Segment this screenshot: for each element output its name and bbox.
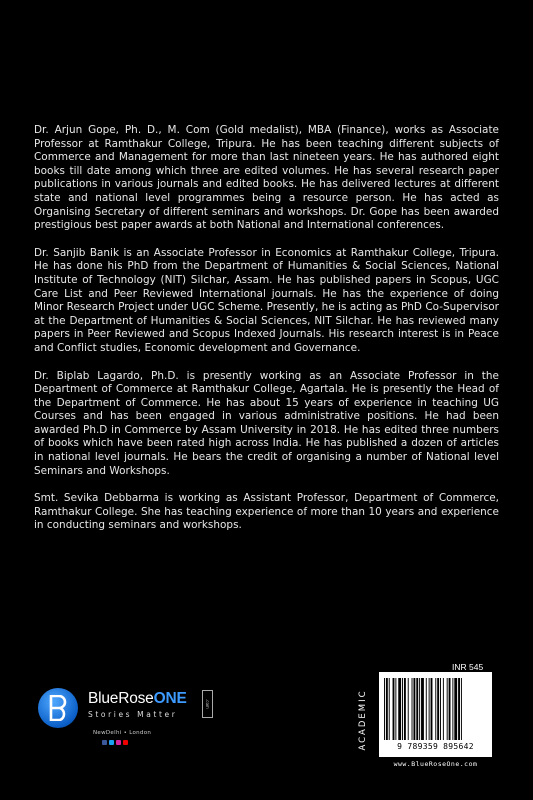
barcode-bar <box>443 678 444 740</box>
barcode-bar <box>413 678 415 740</box>
barcode-bars <box>383 678 488 740</box>
barcode-bar <box>454 678 457 740</box>
publisher-tagline: Stories Matter <box>88 710 178 719</box>
publisher-name <box>88 690 187 708</box>
publisher-cities: NewDelhi • London <box>93 730 152 736</box>
bio-biplab-lagardo: Dr. Biplab Lagardo, Ph.D. is presently working as an Associate Professor in the Department of Commerce at Ramthakur College, Agartala. He is presently the Head of the Department of Commerce. He has about 15 years of experience in teaching UG Courses and has been engaged in various administrative positions. He had been awarded Ph.D in Commerce by Assam University in 2018. He has edited three numbers of books which have been rated high across India. He has published a dozen of articles in national level journals. He bears the credit of organising a number of National level Seminars and Workshops. <box>34 369 499 477</box>
isbn-number: 9 789359 895642 <box>397 742 474 751</box>
barcode-bar <box>389 678 390 740</box>
publisher-logo <box>38 688 218 758</box>
barcode-bar <box>452 678 453 740</box>
barcode-bar <box>429 678 430 740</box>
barcode-bar <box>435 678 436 740</box>
barcode-bar <box>447 678 448 740</box>
barcode-bar <box>458 678 460 740</box>
barcode-bar <box>386 678 388 740</box>
barcode-bar <box>416 678 418 740</box>
price-label: INR 545 <box>452 662 484 672</box>
twitter-icon <box>109 740 114 745</box>
barcode-bar <box>404 678 406 740</box>
barcode <box>379 672 492 757</box>
publisher-side-mark: .com <box>202 690 213 718</box>
category-label-box <box>353 680 373 760</box>
barcode-bar <box>395 678 396 740</box>
barcode-bar <box>440 678 441 740</box>
social-icons <box>102 740 128 745</box>
barcode-bar <box>402 678 403 740</box>
barcode-bar <box>393 678 395 740</box>
facebook-icon <box>102 740 107 745</box>
bio-sanjib-banik: Dr. Sanjib Banik is an Associate Professor in Economics at Ramthakur College, Tripura. He has done his PhD from the Department of Humanities & Social Sciences, National Institute of Technology (NIT) Silchar, Assam. He has published papers in Scopus, UGC Care List and Peer Reviewed International journals. He has the experience of doing Minor Research Project under UGC Scheme. Presently, he is acting as PhD Co-Supervisor at the Department of Humanities & Social Sciences, NIT Silchar. He has reviewed many papers in Peer Reviewed and Scopus Indexed Journals. His research interest is in Peace and Conflict studies, Economic development and Governance. <box>34 246 499 354</box>
logo-b-icon <box>38 688 78 728</box>
youtube-icon <box>123 740 128 745</box>
barcode-bar <box>419 678 420 740</box>
barcode-bar <box>398 678 401 740</box>
publisher-name-part1: BlueRose <box>88 690 154 707</box>
author-bios <box>34 124 499 547</box>
publisher-name-part2: ONE <box>153 690 187 707</box>
publisher-website: www.BlueRoseOne.com <box>393 760 478 768</box>
barcode-bar <box>408 678 409 740</box>
barcode-bar <box>437 678 439 740</box>
barcode-bar <box>449 678 451 740</box>
barcode-bar <box>384 678 385 740</box>
category-label: ACADEMIC <box>358 689 368 751</box>
barcode-bar <box>412 678 413 740</box>
letter-b-icon <box>49 695 67 721</box>
barcode-bar <box>461 678 462 740</box>
barcode-bar <box>421 678 424 740</box>
bio-arjun-gope: Dr. Arjun Gope, Ph. D., M. Com (Gold medalist), MBA (Finance), works as Associate Professor at Ramthakur College, Tripura. He has been teaching different subjects of Commerce and Management for more than last nineteen years. He has authored eight books till date among which three are edited volumes. He has several research paper publications in various journals and edited books. He has delivered lectures at different state and national level programmes being a resource person. He has acted as Organising Secretary of different seminars and workshops. Dr. Gope has been awarded prestigious best paper awards at both National and International conferences. <box>34 124 499 232</box>
instagram-icon <box>116 740 121 745</box>
barcode-bar <box>426 678 427 740</box>
barcode-bar <box>431 678 433 740</box>
bio-sevika-debbarma: Smt. Sevika Debbarma is working as Assistant Professor, Department of Commerce, Ramthakur College. She has teaching experience of more than 10 years and experience in conducting seminars and workshops. <box>34 492 499 532</box>
